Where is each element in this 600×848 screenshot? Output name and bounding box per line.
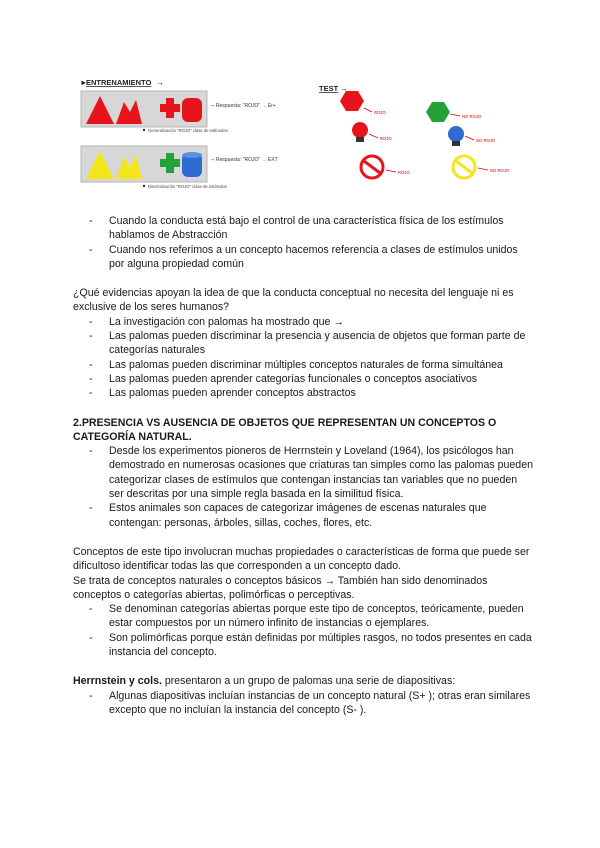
hexagon-icon (340, 91, 364, 111)
list-item: - Las palomas pueden aprender categorías funcionales o conceptos asociativos (109, 372, 533, 386)
paragraph: Se trata de conceptos naturales o conceptos básicos → También han sido denominados conceptos o categorías abiertas, polimórficas o perceptivas. (73, 574, 488, 601)
list-categorias (73, 602, 533, 659)
bulb-icon (448, 126, 464, 142)
arrow-icon: → (209, 102, 216, 109)
author-name: Herrnstein y cols. (73, 675, 162, 688)
test-title: TEST (319, 84, 339, 93)
bulb-base-icon (356, 137, 364, 142)
arrow-icon (364, 108, 372, 112)
test-label-rojo-2: ROJO (380, 136, 392, 141)
training-test-figure (78, 72, 536, 200)
row1-response: Respuesta: "ROJO" → Er+ (216, 103, 276, 109)
list-item: - Las palomas pueden aprender conceptos abstractos (109, 386, 533, 400)
list-item: - Las palomas pueden discriminar múltiples conceptos naturales de forma simultánea (109, 358, 533, 372)
list-item: - Algunas diapositivas incluían instancias de un concepto natural (S+ ); otras eran similares excepto que no incluían la instancia del concepto (S- ). (109, 689, 533, 718)
document-body (73, 214, 533, 717)
arrow-icon (450, 114, 460, 116)
arrow-icon (465, 136, 474, 140)
list-item: - Cuando la conducta está bajo el control de una característica física de los estímulos hablamos de Abstracción (109, 214, 533, 243)
entrenamiento-title: ► (80, 78, 88, 87)
arrow-icon: → (209, 156, 216, 163)
paragraph-herrnstein (73, 674, 533, 688)
bullet-icon (143, 129, 145, 131)
list-item: - Estos animales son capaces de categorizar imágenes de escenas naturales que contengan: personas, árboles, sillas, coches, flores, etc. (109, 501, 533, 530)
list-item: - Las palomas pueden discriminar la presencia y ausencia de objetos que forman parte de categorías naturales (109, 329, 533, 358)
arrow-icon: → (340, 84, 348, 93)
bulb-icon (352, 122, 368, 138)
list-item: - Se denominan categorías abiertas porque este tipo de conceptos, teóricamente, pueden estar compuestos por un número infinito de instancias o ejemplares. (109, 602, 533, 631)
test-label-rojo-3: ROJO (398, 170, 410, 175)
row1-caption: Generalización "ROJO" clase de estímulos (148, 128, 228, 133)
paragraph: Conceptos de este tipo involucran muchas propiedades o características de forma que puede ser dificultoso identificar todas las que corresponden a un concepto dado. (73, 545, 530, 573)
test-label-no-rojo-2: NO ROJO (476, 138, 496, 143)
arrow-icon (386, 170, 396, 172)
list-evidencias (73, 315, 533, 401)
list-item: - Desde los experimentos pioneros de Herrnstein y Loveland (1964), los psicólogos han demostrado en numerosas ocasiones que criaturas tan simples como las palomas pueden categorizar clases de estímulos que contengan instancias tan variables que no pueden ser descritas por una simple regla basada en la similitud física. (109, 444, 533, 501)
row2-response: Respuesta: "ROJO" → EXT (216, 157, 278, 163)
figure-svg (78, 72, 536, 200)
list-item: - Son polimórficas porque están definidas por múltiples rasgos, no todos presentes en cada instancia del concepto. (109, 631, 533, 660)
hexagon-icon (426, 102, 450, 122)
list-diapositivas (73, 689, 533, 718)
test-label-no-rojo-3: NO ROJO (490, 168, 510, 173)
paragraph-text: presentaron a un grupo de palomas una serie de diapositivas: (161, 675, 456, 688)
arrow-icon (369, 134, 378, 138)
arrow-icon (478, 168, 488, 170)
arrow-icon: → (156, 78, 164, 87)
list-item: - La investigación con palomas ha mostrado que → (109, 315, 533, 329)
bulb-base-icon (452, 141, 460, 146)
bullet-icon (143, 185, 145, 187)
list-item: - Cuando nos referimos a un concepto hacemos referencia a clases de estímulos unidos por alguna propiedad común (109, 243, 533, 272)
cylinder-top-icon (182, 152, 202, 158)
test-label-rojo-1: ROJO (374, 110, 386, 115)
question-paragraph: ¿Qué evidencias apoyan la idea de que la conducta conceptual no necesita del lenguaje ni es exclusive de los seres humanos? (73, 287, 514, 314)
row2-caption: Discriminación "ROJO" clase de estímulos (148, 184, 227, 189)
section-heading: 2.PRESENCIA VS AUSENCIA DE OBJETOS QUE REPRESENTAN UN CONCEPTOS O CATEGORÍA NATURAL. (73, 416, 497, 443)
entrenamiento-title-text: ENTRENAMIENTO (86, 78, 152, 87)
test-label-no-rojo-1: NO ROJO (462, 114, 482, 119)
list-abstraccion (73, 214, 533, 271)
list-experimentos (73, 444, 533, 530)
cylinder-icon (182, 98, 202, 122)
